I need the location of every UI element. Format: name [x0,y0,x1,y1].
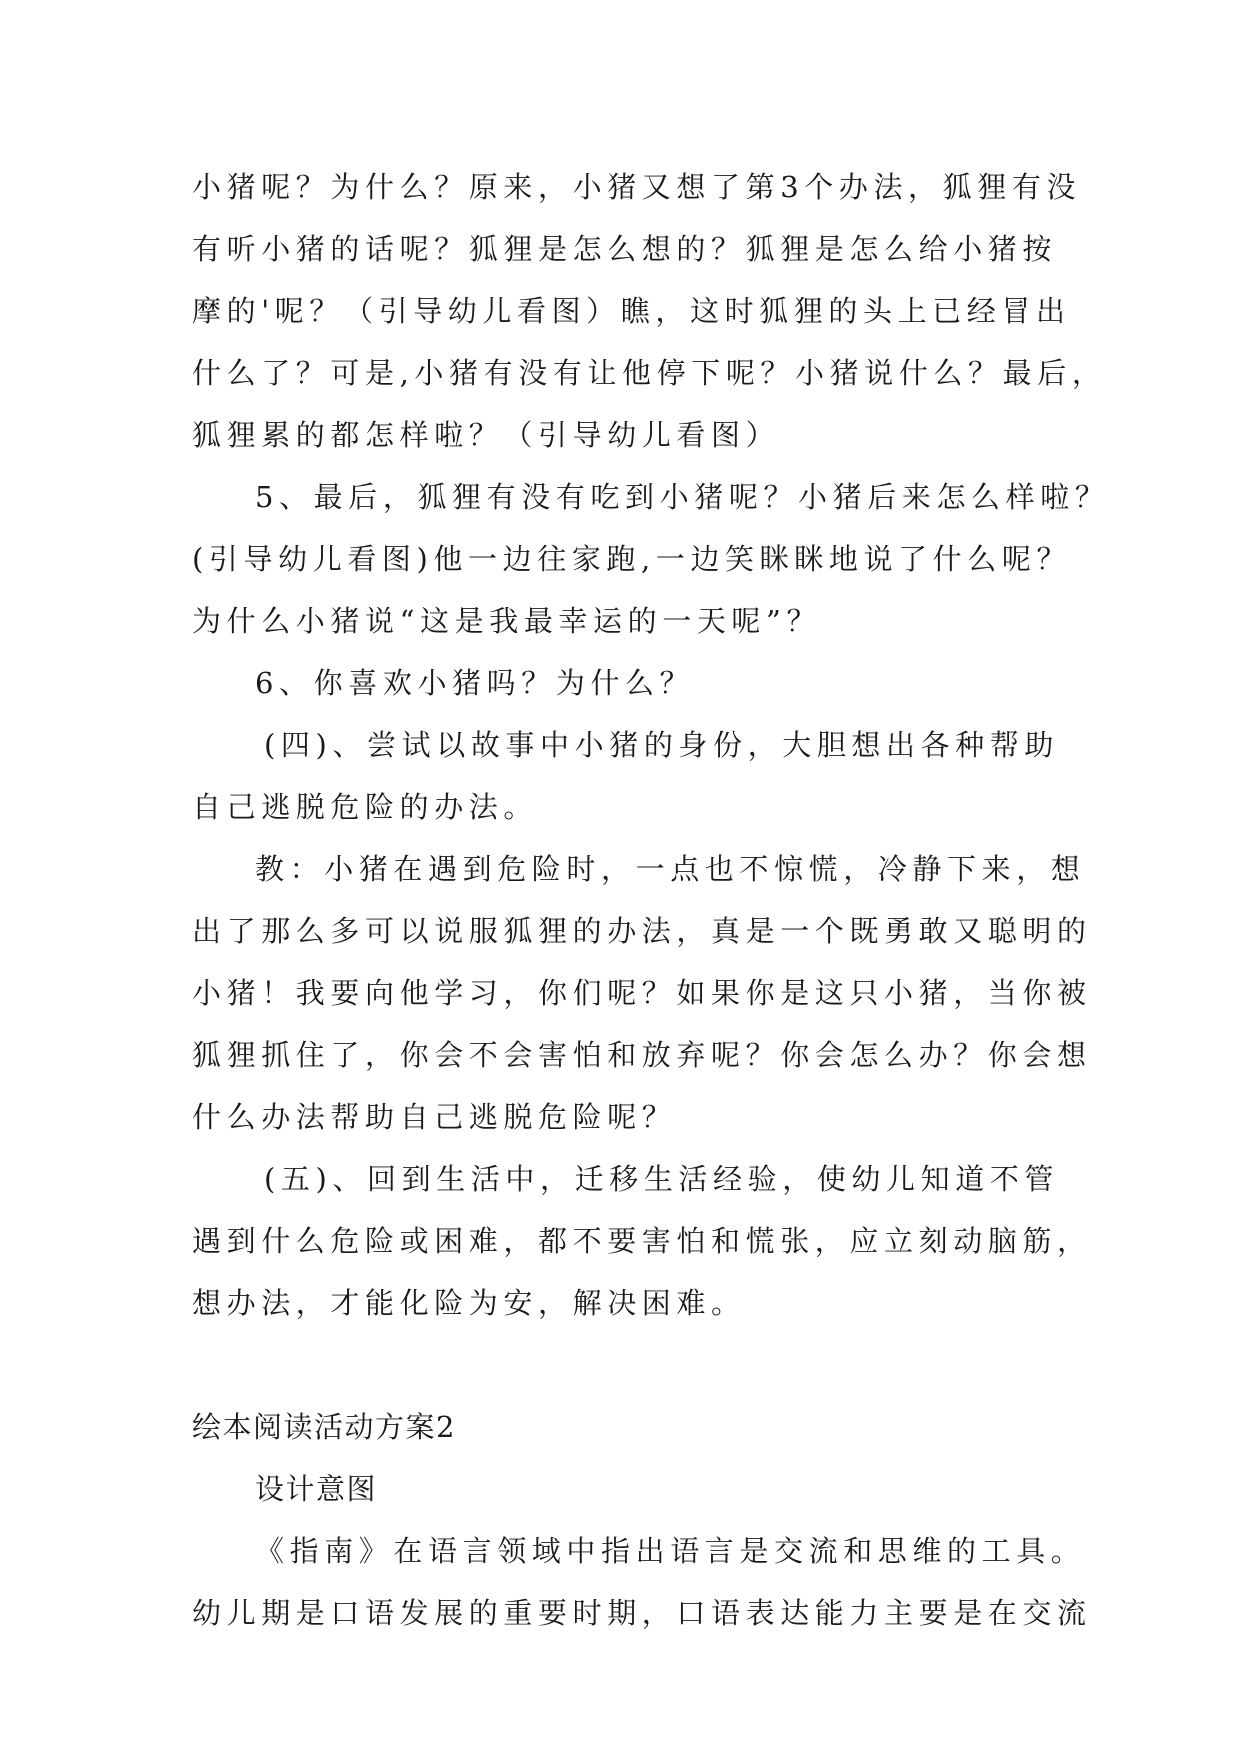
paragraph-line: 出了那么多可以说服狐狸的办法，真是一个既勇敢又聪明的 [192,914,1092,948]
paragraph-line: 什么了？可是,小猪有没有让他停下呢？小猪说什么？最后， [192,356,1107,390]
section-title: 绘本阅读活动方案2 [192,1410,456,1444]
paragraph-line: 小猪！我要向他学习，你们呢？如果你是这只小猪，当你被 [192,976,1092,1010]
paragraph-line: 幼儿期是口语发展的重要时期，口语表达能力主要是在交流 [192,1596,1092,1630]
paragraph-line: 教：小猪在遇到危险时，一点也不惊慌，冷静下来，想 [255,852,1086,886]
paragraph-line: (引导幼儿看图)他一边往家跑,一边笑眯眯地说了什么呢？ [192,542,1072,576]
paragraph-line: 什么办法帮助自己逃脱危险呢？ [192,1100,677,1134]
paragraph-line: 狐狸抓住了，你会不会害怕和放弃呢？你会怎么办？你会想 [192,1038,1092,1072]
paragraph-line: 5、最后，狐狸有没有吃到小猪呢？小猪后来怎么样啦？ [255,480,1110,514]
paragraph-line: 想办法，才能化险为安，解决困难。 [192,1286,746,1320]
paragraph-line: 遇到什么危险或困难，都不要害怕和慌张，应立刻动脑筋， [192,1224,1092,1258]
paragraph-line: 《指南》在语言领域中指出语言是交流和思维的工具。 [255,1534,1086,1568]
paragraph-line: 狐狸累的都怎样啦？（引导幼儿看图） [192,418,781,452]
paragraph-line: (四)、尝试以故事中小猪的身份，大胆想出各种帮助 [264,728,1060,762]
paragraph-line: 小猪呢？为什么？原来，小猪又想了第3个办法，狐狸有没 [192,170,1082,204]
section-spacer [192,1334,1054,1396]
section-subheading: 设计意图 [255,1472,378,1506]
document-body [192,156,1110,1644]
paragraph-line: (五)、回到生活中，迁移生活经验，使幼儿知道不管 [264,1162,1060,1196]
paragraph-line: 6、你喜欢小猪吗？为什么？ [255,666,695,700]
paragraph-line: 为什么小猪说“这是我最幸运的一天呢”？ [192,604,822,638]
paragraph-line: 摩的'呢？（引导幼儿看图）瞧，这时狐狸的头上已经冒出 [192,294,1071,328]
paragraph-line: 有听小猪的话呢？狐狸是怎么想的？狐狸是怎么给小猪按 [192,232,1058,266]
paragraph-line: 自己逃脱危险的办法。 [192,790,539,824]
